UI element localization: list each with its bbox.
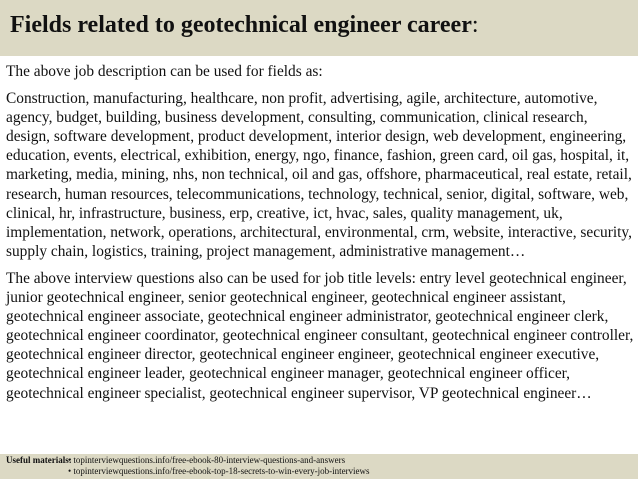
footer-label-spacer	[6, 466, 68, 477]
footer-row-2	[6, 466, 632, 477]
footer-link-1[interactable]: • topinterviewquestions.info/free-ebook-80-interview-questions-and-answers	[68, 455, 346, 465]
footer	[0, 454, 638, 479]
job-levels-text: The above interview questions also can be used for job title levels: entry level geotechnical engineer, junior geotechnical engineer, senior geotechnical engineer, geotechnical engineer assistant, geotechnical engineer associate, geotechnical engineer administrator, geotechnical engineer clerk, geotechnical engineer coordinator, geotechnical engineer consultant, geotechnical engineer controller, geotechnical engineer director, geotechnical engineer engineer, geotechnical engineer executive, geotechnical engineer leader, geotechnical engineer manager, geotechnical engineer officer, geotechnical engineer specialist, geotechnical engineer supervisor, VP geotechnical engineer…	[6, 269, 634, 402]
slide-content	[6, 62, 634, 403]
fields-list-text: Construction, manufacturing, healthcare, non profit, advertising, agile, architecture, automotive, agency, budget, building, business development, consulting, communication, clinical research, design, software development, product development, interior design, web development, engineering, education, events, electrical, exhibition, energy, ngo, finance, fashion, green card, oil gas, hospital, it, marketing, media, mining, nhs, non technical, oil and gas, offshore, pharmaceutical, real estate, retail, research, human resources, telecommunications, technology, technical, senior, digital, software, web, clinical, hr, infrastructure, business, erp, creative, ict, hvac, sales, quality management, uk, implementation, network, operations, architectural, environmental, crm, website, interactive, security, supply chain, logistics, training, project management, administrative management…	[6, 90, 632, 260]
slide-title	[10, 10, 628, 40]
intro-text: The above job description can be used for fields as:	[6, 63, 323, 80]
title-bar	[0, 0, 638, 56]
footer-link-2[interactable]: • topinterviewquestions.info/free-ebook-top-18-secrets-to-win-every-job-interviews	[68, 466, 370, 476]
slide-title-text: Fields related to geotechnical engineer career	[10, 12, 472, 38]
slide-title-colon: :	[471, 12, 479, 38]
footer-row-1	[6, 455, 632, 466]
footer-label: Useful materials:	[6, 455, 72, 465]
